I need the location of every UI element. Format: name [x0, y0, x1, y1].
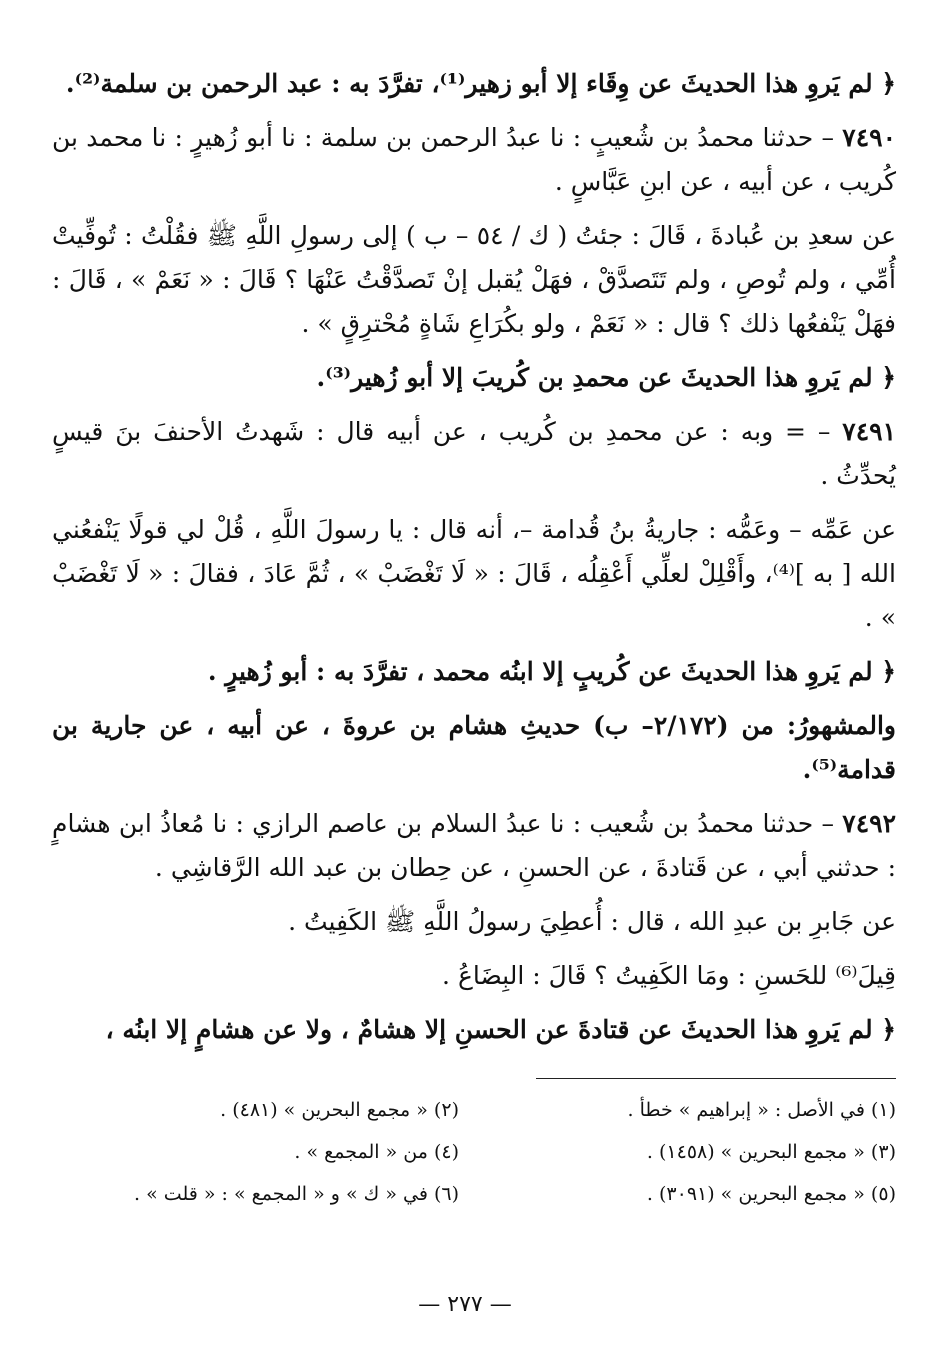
hadith-7491-matn: عن عَمِّه – وعَمُّه : جاريةُ بنُ قُدامة –، أنه قال : يا رسولَ اللَّهِ ، قُلْ لي قولًا يَنْفعُني الله [ به ]⁽⁴⁾، وأَقْلِلْ لعلِّي أَعْقِلُه ، قَالَ : « لَا تَغْضَبْ » ، ثُمَّ عَادَ ، فقالَ : « لَا تَغْضَبْ » .: [52, 515, 896, 632]
isnad-text: – = وبه : عن محمدِ بن كُريب ، عن أبيه قال : شَهدتُ الأحنفَ بنَ قيسٍ يُحدِّثُ .: [52, 417, 896, 490]
footnote: (٦) في « ك » و « المجمع » : « قلت » .: [134, 1183, 459, 1205]
hadith-7490-note: ﴿ لم يَروِ هذا الحديثَ عن محمدِ بن كُريبَ إلا أبو زُهير⁽³⁾.: [316, 363, 896, 392]
hadith-7492-matn-2: قِيلَ⁽⁶⁾ للحَسنِ : ومَا الكَفِيتُ ؟ قَالَ : البِضَاعُ .: [442, 961, 896, 990]
hadith-number: ٧٤٩٢: [842, 809, 896, 838]
hadith-7490-isnad: [52, 116, 896, 204]
hadith-7491-note-2: والمشهورُ: من (٢/١٧٢– ب) حديثِ هشام بن عروةَ ، عن أبيه ، عن جارية بن قدامة⁽⁵⁾.: [52, 711, 896, 784]
page-number: — ٢٧٧ —: [418, 1292, 512, 1317]
isnad-text: – حدثنا محمدُ بن شُعيب : نا عبدُ السلام بن عاصم الرازي : نا مُعاذُ ابن هشامٍ : حدثني أبي ، عن قَتادةَ ، عن الحسنِ ، عن حِطان بن عبد الله الرَّقاشِي .: [52, 809, 896, 882]
hadith-7492-matn: عن جَابرِ بن عبدِ الله ، قال : أُعطِيَ رسولُ اللَّهِ ﷺ الكَفِيتُ .: [288, 907, 896, 936]
hadith-7492-isnad: [52, 802, 896, 890]
note-paragraph: ﴿ لم يَروِ هذا الحديثَ عن وِقَاء إلا أبو زهير⁽¹⁾، تفرَّدَ به : عبد الرحمن بن سلمة⁽²⁾.: [65, 69, 896, 98]
hadith-number: ٧٤٩١: [842, 417, 896, 446]
footnote: (٤) من « المجمع » .: [294, 1141, 459, 1163]
hadith-7490-matn: عن سعدِ بن عُبادةَ ، قَالَ : جئتُ ( ك / ٥٤ – ب ) إلى رسولِ اللَّهِ ﷺ فقُلْتُ : تُوفِّيتْ أُمِّي ، ولم تُوصِ ، ولم تَتَصدَّقْ ، فهَلْ يُقبل إنْ تَصدَّقْتُ عَنْهَا ؟ قَالَ : « نَعَمْ » ، قَالَ : فهَلْ يَنْفعُها ذلك ؟ قال : « نَعَمْ ، ولو بكُرَاعِ شَاةٍ مُحْترِقٍ » .: [52, 221, 896, 338]
footnote: (١) في الأصل : « إبراهيم » خطأ .: [627, 1099, 896, 1121]
footnote: (٥) « مجمع البحرين » (٣٠٩١) .: [646, 1183, 896, 1205]
footnote-divider: [536, 1078, 896, 1079]
hadith-7492-note: ﴿ لم يَروِ هذا الحديثَ عن قتادةَ عن الحسنِ إلا هشامٌ ، ولا عن هشامٍ إلا ابنُه ،: [105, 1015, 896, 1044]
footnote: (٣) « مجمع البحرين » (١٤٥٨) .: [646, 1141, 896, 1163]
footnotes: [52, 1093, 896, 1211]
hadith-7491-note: ﴿ لم يَروِ هذا الحديثَ عن كُريبٍ إلا ابنُه محمد ، تفرَّدَ به : أبو زُهيرٍ .: [207, 657, 896, 686]
footnote: (٢) « مجمع البحرين » (٤٨١) .: [220, 1099, 459, 1121]
hadith-7491-isnad: [52, 410, 896, 498]
hadith-number: ٧٤٩٠: [842, 123, 896, 152]
isnad-text: – حدثنا محمدُ بن شُعيبٍ : نا عبدُ الرحمن بن سلمة : نا أبو زُهيرٍ : نا محمد بن كُريب ، عن أبيه ، عن ابنِ عَبَّاسٍ .: [52, 123, 896, 196]
